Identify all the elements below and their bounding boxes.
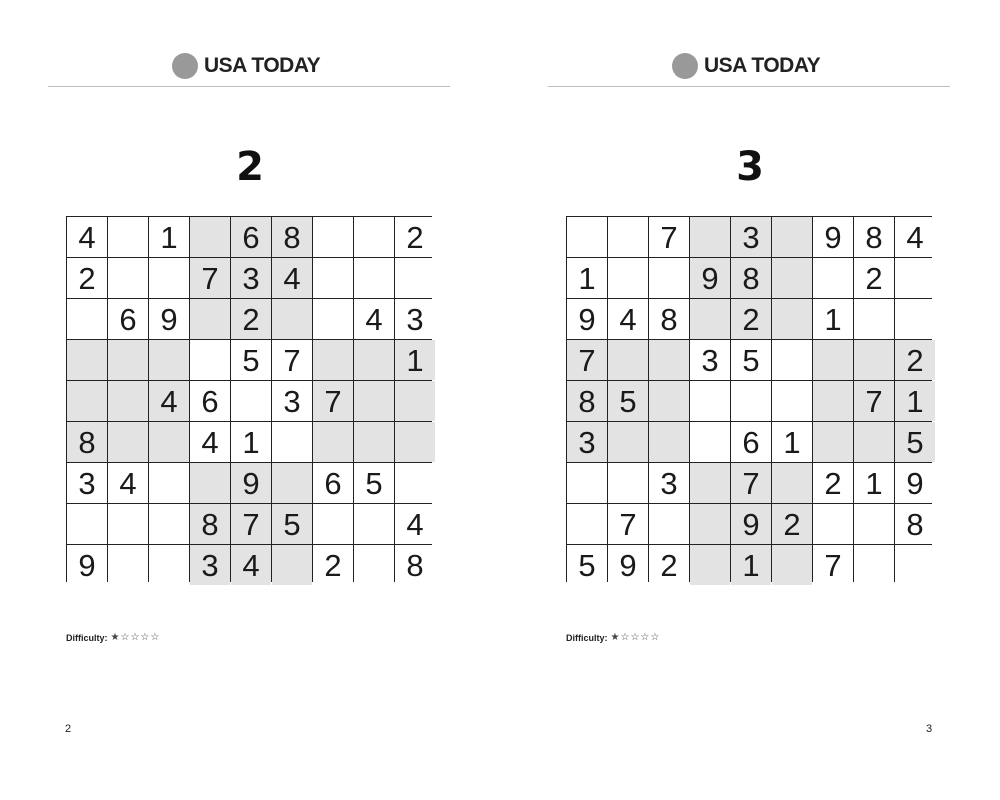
empty-cell[interactable] <box>354 545 394 585</box>
given-cell: 7 <box>608 504 648 544</box>
sudoku-grid <box>566 216 932 582</box>
given-cell: 7 <box>272 340 312 380</box>
given-cell: 3 <box>395 299 435 339</box>
given-cell: 4 <box>149 381 189 421</box>
given-cell: 7 <box>567 340 607 380</box>
empty-cell[interactable] <box>690 463 730 503</box>
empty-cell[interactable] <box>272 463 312 503</box>
star-empty-icon: ☆ <box>130 632 140 643</box>
empty-cell[interactable] <box>854 340 894 380</box>
given-cell: 5 <box>731 340 771 380</box>
given-cell: 9 <box>731 504 771 544</box>
given-cell: 9 <box>690 258 730 298</box>
given-cell: 9 <box>567 299 607 339</box>
given-cell: 5 <box>272 504 312 544</box>
empty-cell[interactable] <box>67 299 107 339</box>
empty-cell[interactable] <box>231 381 271 421</box>
empty-cell[interactable] <box>854 504 894 544</box>
empty-cell[interactable] <box>772 299 812 339</box>
star-empty-icon: ☆ <box>120 632 130 643</box>
empty-cell[interactable] <box>149 504 189 544</box>
empty-cell[interactable] <box>354 504 394 544</box>
given-cell: 4 <box>895 217 935 257</box>
empty-cell[interactable] <box>813 381 853 421</box>
given-cell: 3 <box>649 463 689 503</box>
empty-cell[interactable] <box>690 217 730 257</box>
empty-cell[interactable] <box>354 422 394 462</box>
empty-cell[interactable] <box>354 217 394 257</box>
empty-cell[interactable] <box>895 258 935 298</box>
page-header <box>500 50 1000 82</box>
star-empty-icon: ☆ <box>140 632 150 643</box>
empty-cell[interactable] <box>190 299 230 339</box>
empty-cell[interactable] <box>108 422 148 462</box>
empty-cell[interactable] <box>190 463 230 503</box>
empty-cell[interactable] <box>354 258 394 298</box>
empty-cell[interactable] <box>395 463 435 503</box>
difficulty-rating <box>66 632 160 643</box>
given-cell: 2 <box>854 258 894 298</box>
empty-cell[interactable] <box>772 258 812 298</box>
given-cell: 8 <box>395 545 435 585</box>
given-cell: 4 <box>190 422 230 462</box>
given-cell: 6 <box>108 299 148 339</box>
difficulty-label: Difficulty: <box>66 632 108 643</box>
usa-today-logo <box>672 52 820 80</box>
empty-cell[interactable] <box>108 340 148 380</box>
empty-cell[interactable] <box>67 504 107 544</box>
empty-cell[interactable] <box>313 299 353 339</box>
empty-cell[interactable] <box>608 258 648 298</box>
logo-circle-icon <box>672 53 698 79</box>
empty-cell[interactable] <box>567 217 607 257</box>
star-empty-icon: ☆ <box>150 632 160 643</box>
given-cell: 7 <box>313 381 353 421</box>
given-cell: 3 <box>567 422 607 462</box>
empty-cell[interactable] <box>772 463 812 503</box>
empty-cell[interactable] <box>272 545 312 585</box>
page-number: 2 <box>65 723 72 735</box>
given-cell: 6 <box>313 463 353 503</box>
puzzle-number: 2 <box>236 144 264 190</box>
given-cell: 4 <box>608 299 648 339</box>
page-number: 3 <box>926 723 933 735</box>
logo-circle-icon <box>172 53 198 79</box>
usa-today-logo <box>172 52 320 80</box>
given-cell: 3 <box>190 545 230 585</box>
empty-cell[interactable] <box>67 340 107 380</box>
brand-name: USA TODAY <box>204 54 321 77</box>
given-cell: 3 <box>690 340 730 380</box>
given-cell: 4 <box>395 504 435 544</box>
empty-cell[interactable] <box>608 422 648 462</box>
given-cell: 2 <box>395 217 435 257</box>
given-cell: 2 <box>649 545 689 585</box>
empty-cell[interactable] <box>313 258 353 298</box>
brand-name: USA TODAY <box>704 54 821 77</box>
given-cell: 6 <box>190 381 230 421</box>
given-cell: 2 <box>313 545 353 585</box>
empty-cell[interactable] <box>272 422 312 462</box>
given-cell: 6 <box>731 422 771 462</box>
given-cell: 5 <box>231 340 271 380</box>
empty-cell[interactable] <box>895 545 935 585</box>
empty-cell[interactable] <box>772 545 812 585</box>
empty-cell[interactable] <box>854 422 894 462</box>
empty-cell[interactable] <box>354 381 394 421</box>
right-page <box>500 0 1000 800</box>
empty-cell[interactable] <box>108 381 148 421</box>
header-divider <box>548 86 950 87</box>
star-empty-icon: ☆ <box>640 632 650 643</box>
empty-cell[interactable] <box>313 422 353 462</box>
star-empty-icon: ☆ <box>620 632 630 643</box>
given-cell: 8 <box>567 381 607 421</box>
empty-cell[interactable] <box>854 545 894 585</box>
given-cell: 5 <box>567 545 607 585</box>
given-cell: 8 <box>190 504 230 544</box>
empty-cell[interactable] <box>149 258 189 298</box>
empty-cell[interactable] <box>149 545 189 585</box>
empty-cell[interactable] <box>608 217 648 257</box>
sudoku-grid <box>66 216 432 582</box>
empty-cell[interactable] <box>608 340 648 380</box>
empty-cell[interactable] <box>149 422 189 462</box>
given-cell: 8 <box>895 504 935 544</box>
star-filled-icon: ★ <box>610 632 620 643</box>
given-cell: 1 <box>854 463 894 503</box>
empty-cell[interactable] <box>649 504 689 544</box>
given-cell: 2 <box>67 258 107 298</box>
given-cell: 9 <box>231 463 271 503</box>
header-divider <box>48 86 450 87</box>
given-cell: 4 <box>67 217 107 257</box>
given-cell: 1 <box>231 422 271 462</box>
empty-cell[interactable] <box>67 381 107 421</box>
empty-cell[interactable] <box>149 340 189 380</box>
empty-cell[interactable] <box>813 422 853 462</box>
empty-cell[interactable] <box>190 217 230 257</box>
empty-cell[interactable] <box>649 422 689 462</box>
puzzle-number: 3 <box>736 144 764 190</box>
difficulty-label: Difficulty: <box>566 632 608 643</box>
empty-cell[interactable] <box>895 299 935 339</box>
given-cell: 8 <box>649 299 689 339</box>
empty-cell[interactable] <box>567 504 607 544</box>
empty-cell[interactable] <box>354 340 394 380</box>
given-cell: 1 <box>567 258 607 298</box>
empty-cell[interactable] <box>108 258 148 298</box>
given-cell: 2 <box>231 299 271 339</box>
star-empty-icon: ☆ <box>630 632 640 643</box>
star-empty-icon: ☆ <box>650 632 660 643</box>
empty-cell[interactable] <box>772 217 812 257</box>
empty-cell[interactable] <box>190 340 230 380</box>
given-cell: 2 <box>731 299 771 339</box>
difficulty-rating <box>566 632 660 643</box>
empty-cell[interactable] <box>649 340 689 380</box>
given-cell: 9 <box>895 463 935 503</box>
given-cell: 9 <box>813 217 853 257</box>
given-cell: 3 <box>731 217 771 257</box>
given-cell: 7 <box>813 545 853 585</box>
given-cell: 1 <box>149 217 189 257</box>
given-cell: 1 <box>772 422 812 462</box>
difficulty-stars <box>111 632 161 643</box>
empty-cell[interactable] <box>108 504 148 544</box>
empty-cell[interactable] <box>313 504 353 544</box>
empty-cell[interactable] <box>813 340 853 380</box>
given-cell: 7 <box>649 217 689 257</box>
given-cell: 5 <box>608 381 648 421</box>
empty-cell[interactable] <box>108 545 148 585</box>
empty-cell[interactable] <box>272 299 312 339</box>
given-cell: 1 <box>813 299 853 339</box>
given-cell: 9 <box>67 545 107 585</box>
given-cell: 8 <box>854 217 894 257</box>
given-cell: 6 <box>231 217 271 257</box>
empty-cell[interactable] <box>313 340 353 380</box>
given-cell: 4 <box>272 258 312 298</box>
given-cell: 8 <box>731 258 771 298</box>
given-cell: 1 <box>731 545 771 585</box>
given-cell: 4 <box>108 463 148 503</box>
difficulty-stars <box>611 632 661 643</box>
given-cell: 3 <box>231 258 271 298</box>
given-cell: 1 <box>395 340 435 380</box>
empty-cell[interactable] <box>395 422 435 462</box>
given-cell: 7 <box>231 504 271 544</box>
given-cell: 2 <box>895 340 935 380</box>
given-cell: 5 <box>895 422 935 462</box>
given-cell: 1 <box>895 381 935 421</box>
empty-cell[interactable] <box>649 258 689 298</box>
empty-cell[interactable] <box>395 381 435 421</box>
star-filled-icon: ★ <box>110 632 120 643</box>
empty-cell[interactable] <box>690 381 730 421</box>
empty-cell[interactable] <box>149 463 189 503</box>
empty-cell[interactable] <box>772 340 812 380</box>
given-cell: 2 <box>772 504 812 544</box>
empty-cell[interactable] <box>690 422 730 462</box>
empty-cell[interactable] <box>813 504 853 544</box>
empty-cell[interactable] <box>854 299 894 339</box>
empty-cell[interactable] <box>690 545 730 585</box>
empty-cell[interactable] <box>813 258 853 298</box>
given-cell: 2 <box>813 463 853 503</box>
given-cell: 9 <box>608 545 648 585</box>
given-cell: 7 <box>854 381 894 421</box>
empty-cell[interactable] <box>690 504 730 544</box>
given-cell: 9 <box>149 299 189 339</box>
empty-cell[interactable] <box>108 217 148 257</box>
given-cell: 8 <box>272 217 312 257</box>
given-cell: 3 <box>67 463 107 503</box>
empty-cell[interactable] <box>690 299 730 339</box>
empty-cell[interactable] <box>313 217 353 257</box>
empty-cell[interactable] <box>649 381 689 421</box>
empty-cell[interactable] <box>608 463 648 503</box>
page-header <box>0 50 500 82</box>
given-cell: 5 <box>354 463 394 503</box>
given-cell: 4 <box>231 545 271 585</box>
empty-cell[interactable] <box>772 381 812 421</box>
given-cell: 7 <box>731 463 771 503</box>
empty-cell[interactable] <box>567 463 607 503</box>
given-cell: 3 <box>272 381 312 421</box>
empty-cell[interactable] <box>731 381 771 421</box>
given-cell: 7 <box>190 258 230 298</box>
given-cell: 4 <box>354 299 394 339</box>
empty-cell[interactable] <box>395 258 435 298</box>
given-cell: 8 <box>67 422 107 462</box>
